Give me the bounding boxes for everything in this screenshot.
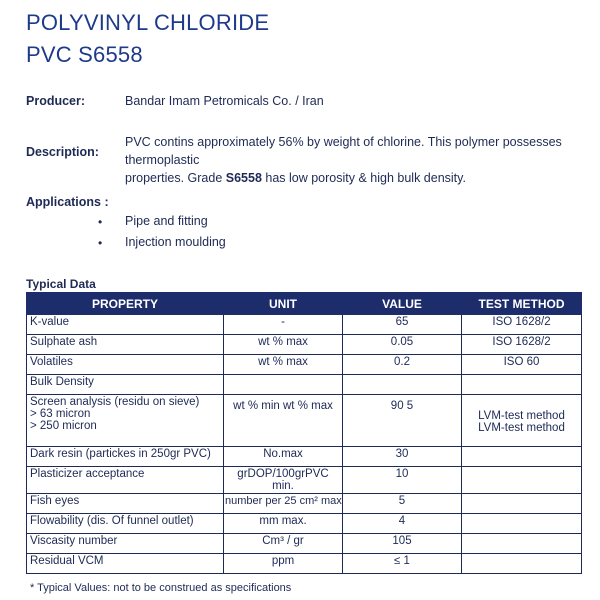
column-header: VALUE	[343, 293, 462, 315]
unit-cell: number per 25 cm² max	[224, 494, 343, 514]
method-cell: ISO 1628/2	[462, 315, 582, 335]
value-cell: 65	[343, 315, 462, 335]
unit-cell: mm max.	[224, 514, 343, 534]
unit-cell: wt % max	[224, 355, 343, 375]
column-header: TEST METHOD	[462, 293, 582, 315]
description-text	[125, 133, 600, 187]
method-cell: ISO 60	[462, 355, 582, 375]
description-line-2: properties. Grade S6558 has low porosity & high bulk density.	[125, 171, 466, 185]
table-row	[27, 355, 582, 375]
footnote: * Typical Values: not to be construed as specifications	[30, 582, 292, 594]
table-row	[27, 395, 582, 447]
column-header: UNIT	[224, 293, 343, 315]
document-title: POLYVINYL CHLORIDE	[26, 10, 270, 35]
product-grade: PVC S6558	[26, 42, 143, 67]
property-cell: Volatiles	[27, 355, 224, 375]
unit-cell: ppm	[224, 554, 343, 574]
unit-cell: wt % min wt % max	[224, 395, 343, 447]
value-cell: 105	[343, 534, 462, 554]
unit-cell: wt % max	[224, 335, 343, 355]
property-cell: Viscasity number	[27, 534, 224, 554]
typical-data-heading: Typical Data	[26, 277, 96, 291]
method-cell: ISO 1628/2	[462, 335, 582, 355]
property-cell: Dark resin (partickes in 250gr PVC)	[27, 447, 224, 467]
unit-cell: Cm³ / gr	[224, 534, 343, 554]
grade-highlight: S6558	[225, 171, 262, 185]
bullet-icon: •	[98, 236, 103, 250]
table-row	[27, 554, 582, 574]
method-cell	[462, 447, 582, 467]
property-cell: Flowability (dis. Of funnel outlet)	[27, 514, 224, 534]
table-row	[27, 514, 582, 534]
typical-data-table	[26, 292, 582, 574]
table-row	[27, 467, 582, 494]
method-cell	[462, 554, 582, 574]
table-row	[27, 447, 582, 467]
method-cell	[462, 494, 582, 514]
producer-value: Bandar Imam Petromicals Co. / Iran	[125, 94, 324, 108]
value-cell: 5	[343, 494, 462, 514]
value-cell: 0.05	[343, 335, 462, 355]
value-cell: 4	[343, 514, 462, 534]
value-cell: 0.2	[343, 355, 462, 375]
table-row	[27, 335, 582, 355]
property-cell: Plasticizer acceptance	[27, 467, 224, 494]
method-cell	[462, 467, 582, 494]
property-cell: Screen analysis (residu on sieve) > 63 micron > 250 micron	[27, 395, 224, 447]
property-cell: K-value	[27, 315, 224, 335]
method-cell	[462, 375, 582, 395]
value-cell	[343, 375, 462, 395]
method-cell	[462, 514, 582, 534]
table-row	[27, 375, 582, 395]
table-row	[27, 534, 582, 554]
description-line-1: PVC contins approximately 56% by weight of chlorine. This polymer possesses thermoplastic	[125, 135, 562, 167]
applications-label: Applications :	[26, 195, 109, 209]
property-cell: Bulk Density	[27, 375, 224, 395]
table-row	[27, 315, 582, 335]
table-row	[27, 494, 582, 514]
method-cell: LVM-test method LVM-test method	[462, 395, 582, 447]
value-cell: 30	[343, 447, 462, 467]
value-cell: 90 5	[343, 395, 462, 447]
application-item: Injection moulding	[125, 235, 226, 249]
value-cell: 10	[343, 467, 462, 494]
bullet-icon: •	[98, 215, 103, 229]
property-cell: Fish eyes	[27, 494, 224, 514]
table-header-row	[27, 293, 582, 315]
unit-cell: No.max	[224, 447, 343, 467]
unit-cell: grDOP/100grPVC min.	[224, 467, 343, 494]
column-header: PROPERTY	[27, 293, 224, 315]
description-label: Description:	[26, 145, 99, 159]
property-cell: Residual VCM	[27, 554, 224, 574]
unit-cell: -	[224, 315, 343, 335]
unit-cell	[224, 375, 343, 395]
value-cell: ≤ 1	[343, 554, 462, 574]
producer-label: Producer:	[26, 94, 86, 108]
method-cell	[462, 534, 582, 554]
property-cell: Sulphate ash	[27, 335, 224, 355]
application-item: Pipe and fitting	[125, 214, 208, 228]
